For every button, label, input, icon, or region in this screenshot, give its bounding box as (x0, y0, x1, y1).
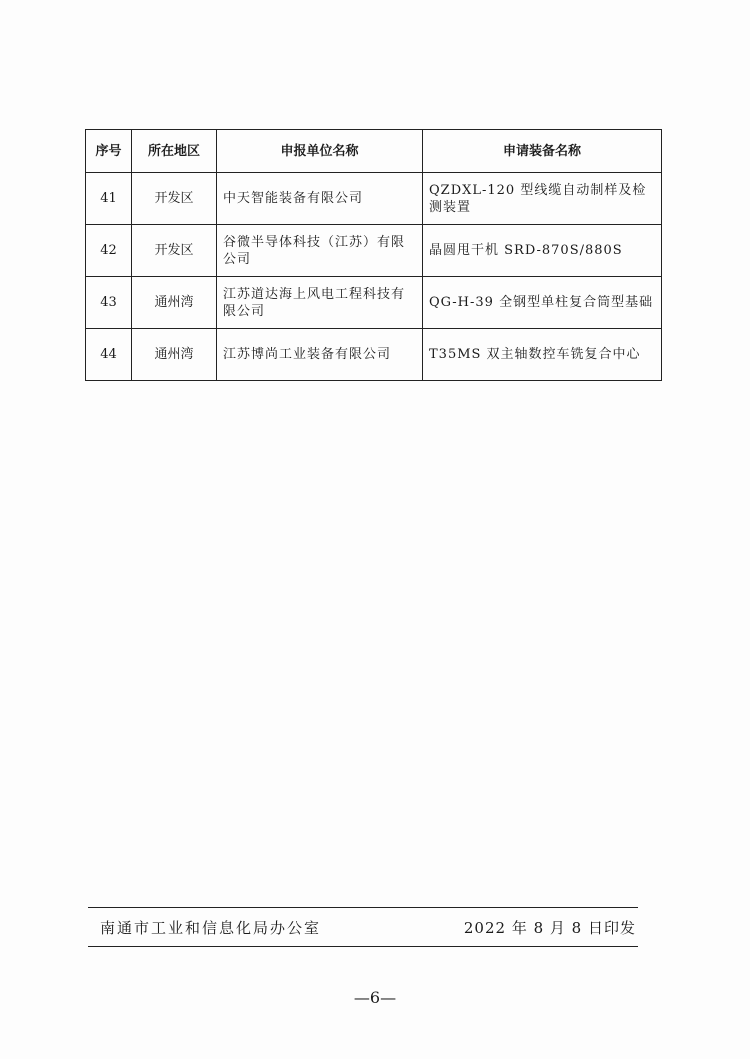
cell-seq: 43 (86, 277, 132, 329)
header-seq: 序号 (86, 130, 132, 173)
cell-seq: 42 (86, 225, 132, 277)
table-row (86, 277, 662, 329)
cell-area: 开发区 (132, 225, 217, 277)
issuing-office: 南通市工业和信息化局办公室 (100, 919, 322, 937)
table-row (86, 173, 662, 225)
cell-unit: 谷微半导体科技（江苏）有限公司 (217, 225, 423, 277)
page-number: —6— (353, 988, 397, 1007)
cell-unit: 中天智能装备有限公司 (217, 173, 423, 225)
cell-seq: 44 (86, 329, 132, 381)
header-unit: 申报单位名称 (217, 130, 423, 173)
table-row (86, 329, 662, 381)
cell-area: 通州湾 (132, 329, 217, 381)
cell-equipment: 晶圆甩干机 SRD-870S/880S (423, 225, 662, 277)
footer (100, 917, 636, 941)
cell-unit: 江苏道达海上风电工程科技有限公司 (217, 277, 423, 329)
cell-area: 开发区 (132, 173, 217, 225)
cell-area: 通州湾 (132, 277, 217, 329)
cell-seq: 41 (86, 173, 132, 225)
footer-bottom-rule (88, 946, 638, 947)
header-equipment: 申请装备名称 (423, 130, 662, 173)
cell-unit: 江苏博尚工业装备有限公司 (217, 329, 423, 381)
header-area: 所在地区 (132, 130, 217, 173)
table-row (86, 225, 662, 277)
cell-equipment: T35MS 双主轴数控车铣复合中心 (423, 329, 662, 381)
cell-equipment: QG-H-39 全钢型单柱复合筒型基础 (423, 277, 662, 329)
table-header-row (86, 130, 662, 173)
cell-equipment: QZDXL-120 型线缆自动制样及检测装置 (423, 173, 662, 225)
footer-top-rule (88, 907, 638, 908)
print-date: 2022 年 8 月 8 日印发 (463, 919, 636, 937)
equipment-table (85, 129, 662, 381)
